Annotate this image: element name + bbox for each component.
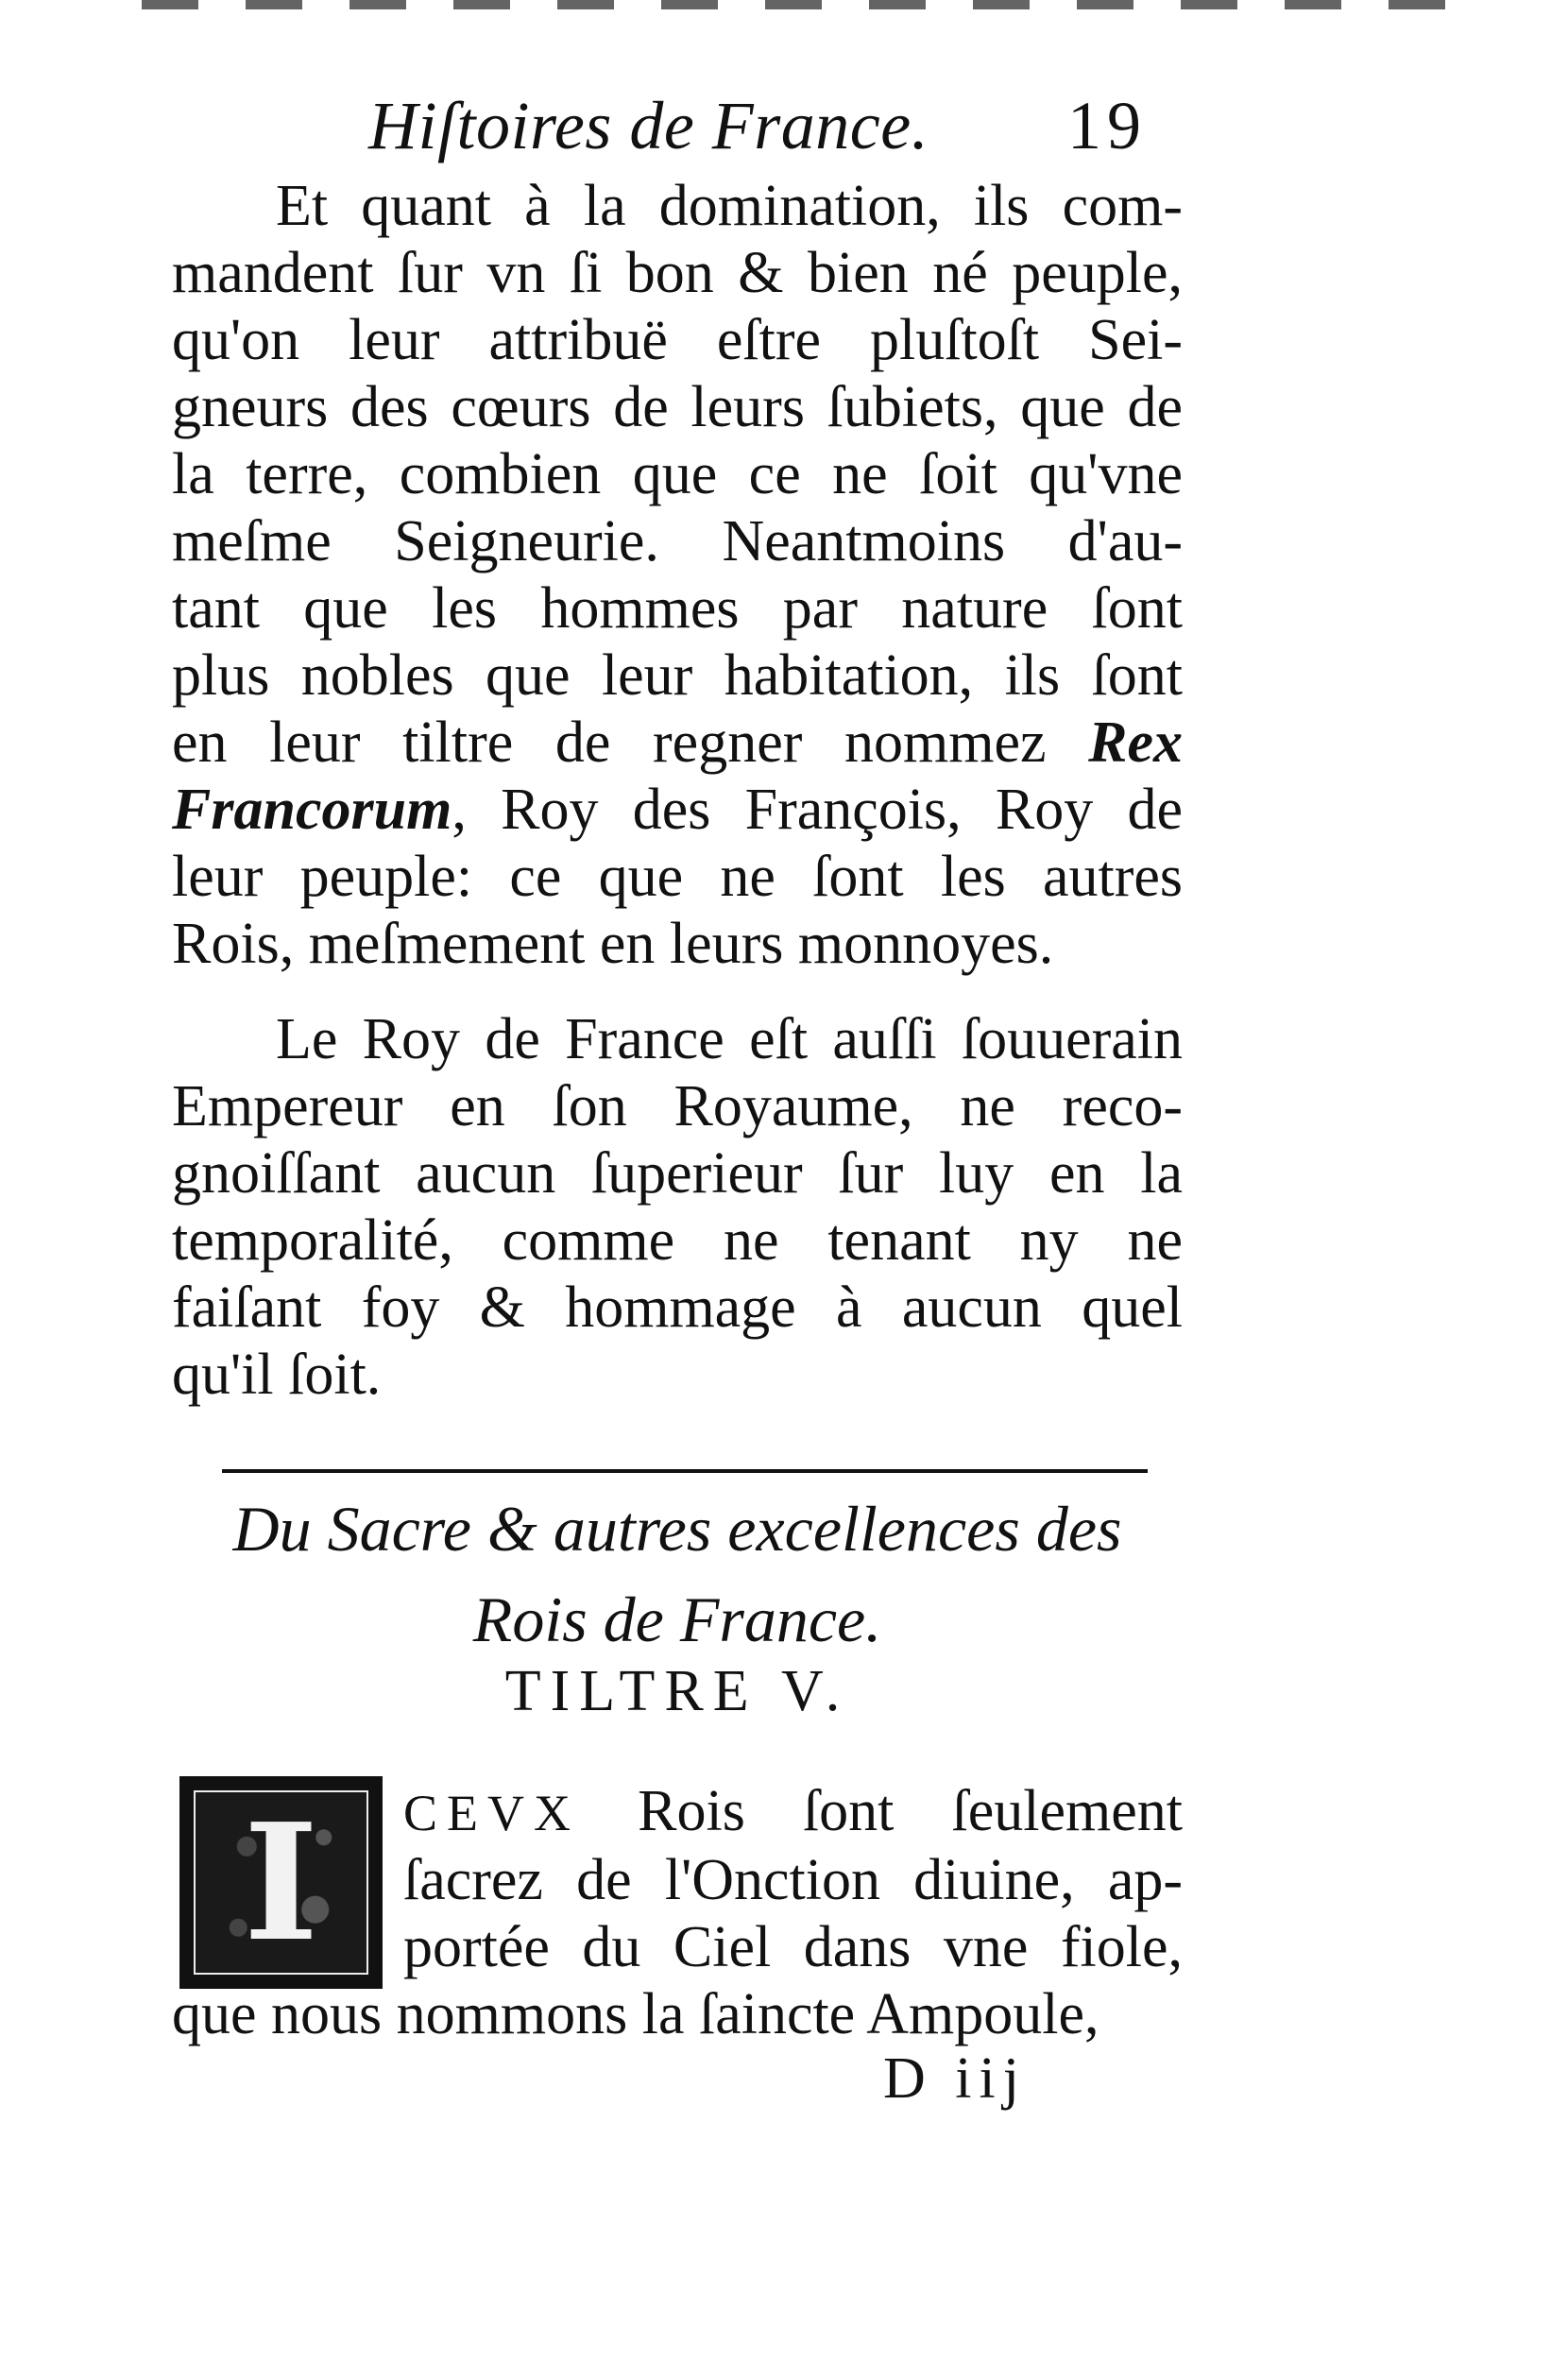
page-number: 19 bbox=[1067, 88, 1147, 163]
chapter-heading: TILTRE V. bbox=[504, 1659, 850, 1723]
paragraph-2 bbox=[172, 1006, 1183, 1409]
text-line: meſme Seigneurie. Neantmoins d'au- bbox=[172, 509, 1183, 573]
text-line: gneurs des cœurs de leurs ſubiets, que de bbox=[172, 375, 1183, 439]
paragraph-1 bbox=[172, 173, 1183, 978]
latin-francorum: Francorum bbox=[172, 778, 452, 842]
text-line: portée du Ciel dans vne fiole, bbox=[403, 1915, 1183, 1979]
text-line: qu'on leur attribuë eſtre pluſtoſt Sei- bbox=[172, 308, 1183, 372]
text-line: gnoiſſant aucun ſuperieur ſur luy en la bbox=[172, 1141, 1183, 1206]
text-line: plus nobles que leur habitation, ils ſont bbox=[172, 643, 1183, 708]
text-line-with-latin bbox=[172, 710, 1183, 777]
section-title-line-1: Du Sacre & autres excellences des bbox=[232, 1493, 1122, 1565]
text-line: temporalité, comme ne tenant ny ne bbox=[172, 1208, 1183, 1273]
paragraph-3 bbox=[172, 1778, 1183, 2048]
text-line: Rois, meſmement en leurs monnoyes. bbox=[172, 912, 1054, 976]
text-line-with-latin bbox=[172, 777, 1183, 844]
text-line: qu'il ſoit. bbox=[172, 1343, 382, 1407]
text-fragment: en leur tiltre de regner nommez bbox=[172, 710, 1047, 775]
text-line: leur peuple: ce que ne ſont les autres bbox=[172, 845, 1183, 909]
drop-cap-letter: I bbox=[243, 1788, 319, 1977]
text-line: la terre, combien que ce ne ſoit qu'vne bbox=[172, 442, 1183, 506]
section-title bbox=[172, 1483, 1183, 1665]
text-fragment: Rois ſont ſeulement bbox=[638, 1779, 1183, 1843]
text-line: Empereur en ſon Royaume, ne reco- bbox=[172, 1074, 1183, 1138]
text-line: que nous nommons la ſaincte Ampoule, bbox=[172, 1982, 1099, 2046]
top-edge-noise bbox=[142, 0, 1464, 9]
text-fragment: , Roy des François, Roy de bbox=[452, 778, 1183, 842]
text-line: faiſant foy & hommage à aucun quel bbox=[172, 1275, 1183, 1340]
signature-mark: D iij bbox=[883, 2046, 1027, 2111]
text-line: ſacrez de l'Onction diuine, ap- bbox=[403, 1848, 1183, 1912]
small-caps-word: CEVX bbox=[403, 1785, 580, 1841]
section-title-line-2: Rois de France. bbox=[472, 1583, 882, 1655]
latin-rex: Rex bbox=[1088, 710, 1183, 775]
text-line: mandent ſur vn ſi bon & bien né peuple, bbox=[172, 241, 1183, 305]
section-divider bbox=[222, 1469, 1148, 1473]
text-line bbox=[172, 1778, 1183, 1847]
running-title: Hiſtoires de France. bbox=[368, 88, 929, 163]
text-line: tant que les hommes par nature ſont bbox=[172, 576, 1183, 641]
text-line: Le Roy de France eſt auſſi ſouuerain bbox=[276, 1007, 1183, 1071]
text-line: Et quant à la domination, ils com- bbox=[276, 174, 1183, 238]
